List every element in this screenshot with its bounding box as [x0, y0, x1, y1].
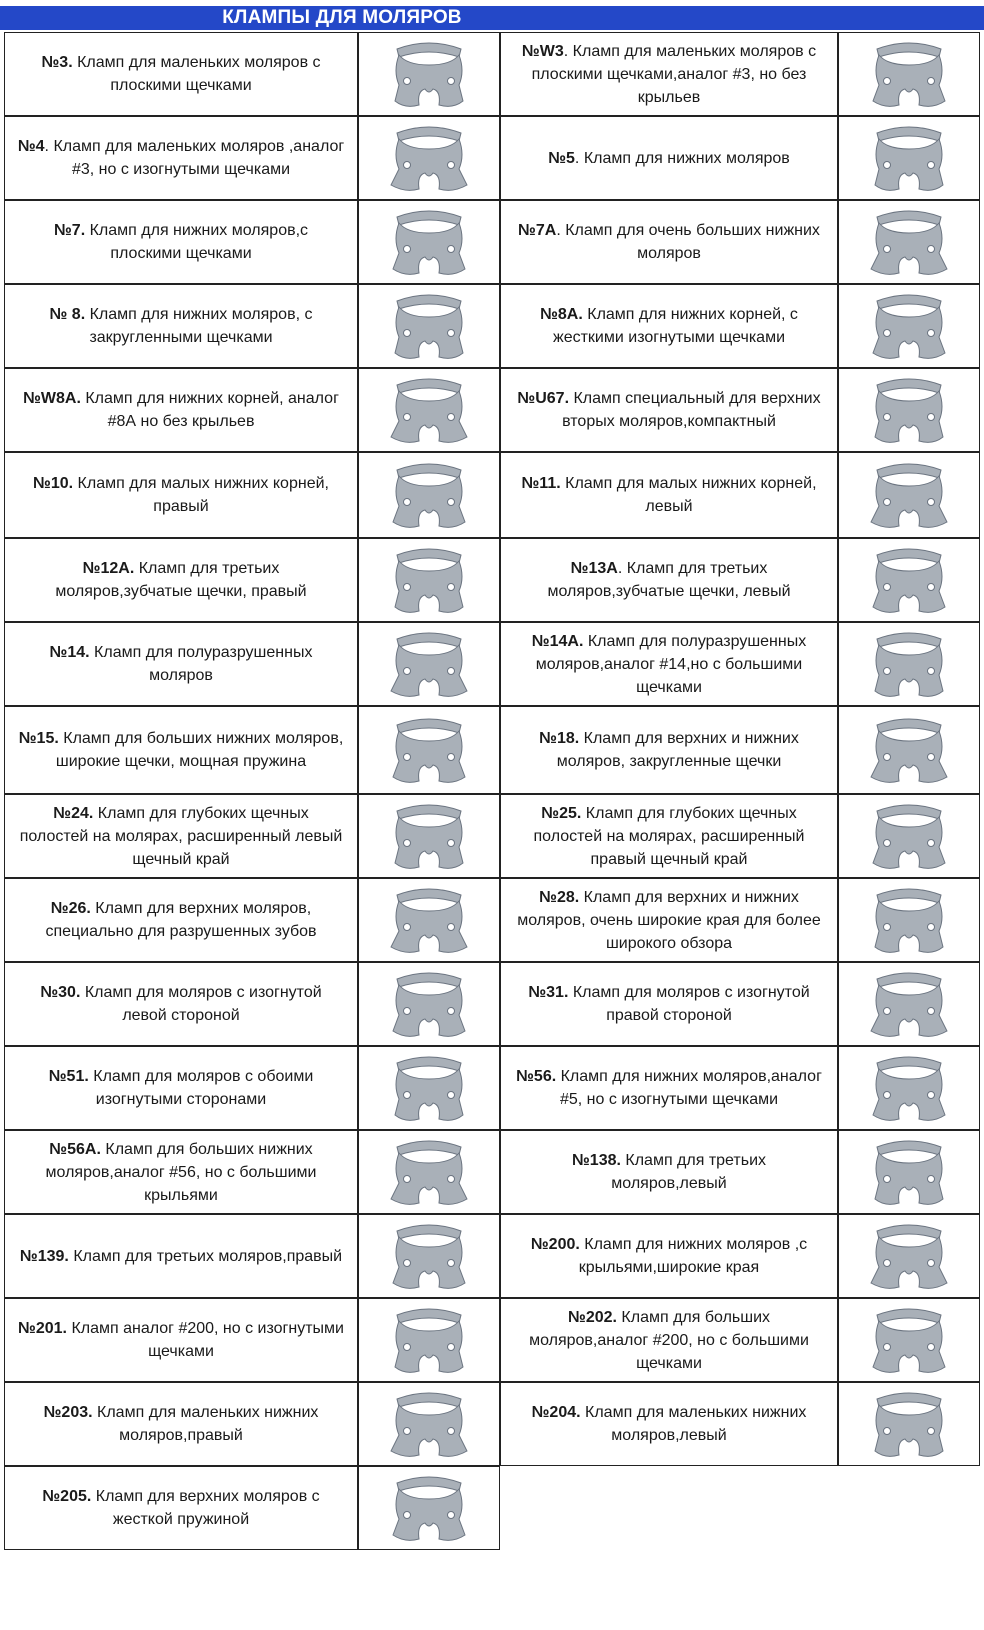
clamp-icon [867, 1133, 951, 1211]
clamp-description-cell [500, 622, 838, 706]
clamp-description: Кламп для верхних и нижних моляров, закругленные щечки [556, 730, 799, 770]
clamp-image-cell [358, 1130, 500, 1214]
clamp-description: . Кламп для третьих моляров,зубчатые щечки, левый [547, 560, 791, 600]
clamp-description: Кламп для маленьких моляров с плоскими щечками [72, 54, 321, 94]
clamp-description-cell [4, 1382, 358, 1466]
clamp-description-cell [500, 368, 838, 452]
clamp-number: №28. [539, 888, 580, 906]
table-row [0, 794, 984, 878]
clamp-number: №205. [42, 1488, 92, 1505]
clamp-number: №200. [530, 1236, 580, 1253]
clamp-image-cell [358, 1466, 500, 1550]
clamp-icon [387, 287, 471, 365]
clamp-image-cell [838, 32, 980, 116]
clamp-description-cell [4, 32, 358, 116]
clamp-image-cell [358, 878, 500, 962]
clamp-number: №139. [19, 1247, 69, 1265]
clamp-number: №W3 [521, 42, 564, 60]
clamp-description-cell [4, 794, 358, 878]
clamp-description-cell [500, 706, 838, 794]
clamp-number: №7А [518, 222, 557, 239]
clamp-icon [387, 1385, 471, 1463]
clamp-description: . Кламп для очень больших нижних моляров [556, 222, 820, 262]
clamp-number: №203. [43, 1404, 93, 1421]
clamp-number: №18. [539, 730, 580, 747]
clamp-icon [867, 965, 951, 1043]
clamp-number: №11. [521, 475, 561, 492]
clamp-description: Кламп для нижних моляров ,с крыльями,широкие края [578, 1236, 808, 1276]
table-row [0, 1382, 984, 1466]
clamp-icon [387, 371, 471, 449]
clamp-description-cell [4, 368, 358, 452]
clamp-description: . Кламп для маленьких моляров с плоскими щечками,аналог #3, но без крыльев [531, 42, 817, 106]
clamp-description: . Кламп для маленьких моляров ,аналог #3, но с изогнутыми щечками [44, 138, 345, 178]
clamp-description: Кламп для маленьких нижних моляров,правый [92, 1404, 319, 1444]
clamp-description: Кламп для полуразрушенных моляров,аналог #14,но с большими щечками [535, 632, 807, 696]
clamp-number: №24. [53, 804, 94, 822]
clamp-description-cell [4, 200, 358, 284]
clamp-description: Кламп для третьих моляров,зубчатые щечки, правый [55, 560, 307, 600]
clamp-number: №204. [531, 1404, 581, 1421]
clamp-number: №3. [41, 54, 73, 71]
clamp-image-cell [838, 706, 980, 794]
clamp-icon [867, 456, 951, 534]
table-row [0, 116, 984, 200]
clamp-description-cell [500, 200, 838, 284]
table-row [0, 452, 984, 538]
table-row [0, 962, 984, 1046]
clamp-image-cell [358, 1382, 500, 1466]
clamp-number: №201. [18, 1320, 67, 1337]
clamp-number: №51. [48, 1068, 89, 1085]
clamp-number: №4 [17, 138, 45, 155]
table-row [0, 284, 984, 368]
clamp-number: №25. [541, 804, 582, 822]
clamp-icon [867, 371, 951, 449]
table-row [0, 706, 984, 794]
table-row [0, 1466, 984, 1550]
table-row [0, 1214, 984, 1298]
clamp-description: Кламп для нижних корней, аналог #8А но без крыльев [80, 390, 339, 430]
clamp-number: №10. [33, 475, 74, 492]
clamp-description: Кламп для малых нижних корней, правый [73, 475, 329, 515]
clamp-icon [867, 1385, 951, 1463]
clamp-image-cell [358, 538, 500, 622]
clamp-image-cell [358, 200, 500, 284]
clamp-image-cell [358, 1214, 500, 1298]
clamp-image-cell [838, 116, 980, 200]
clamp-number: №26. [50, 900, 91, 917]
clamp-icon [867, 1049, 951, 1127]
clamp-image-cell [838, 878, 980, 962]
clamp-description-cell [500, 1214, 838, 1298]
clamp-description-cell [500, 538, 838, 622]
clamp-image-cell [838, 794, 980, 878]
clamp-image-cell [358, 622, 500, 706]
clamp-icon [867, 35, 951, 113]
clamp-image-cell [358, 452, 500, 538]
clamp-description: Кламп аналог #200, но с изогнутыми щечками [67, 1320, 344, 1360]
clamp-icon [387, 35, 471, 113]
clamp-description: Кламп для больших нижних моляров,аналог #56, но с большими крыльями [45, 1140, 317, 1204]
clamp-description: . Кламп для нижних моляров [574, 149, 790, 167]
clamp-description: Кламп для верхних моляров, специально для разрушенных зубов [45, 900, 317, 940]
clamp-description: Кламп для малых нижних корней, левый [560, 475, 817, 515]
clamp-number: №8А. [540, 306, 583, 323]
clamp-description-cell [4, 284, 358, 368]
clamp-description-cell [500, 1130, 838, 1214]
clamp-description: Кламп для верхних и нижних моляров, очень широкие края для более широкого обзора [517, 888, 821, 952]
clamp-image-cell [358, 32, 500, 116]
clamp-description: Кламп для маленьких нижних моляров,левый [580, 1404, 807, 1444]
clamp-description-cell [4, 538, 358, 622]
table-row [0, 622, 984, 706]
clamp-number: №14А. [531, 632, 584, 650]
clamp-description: Кламп для нижних моляров,с плоскими щечками [85, 222, 309, 262]
clamp-image-cell [838, 1382, 980, 1466]
clamp-image-cell [838, 200, 980, 284]
clamp-icon [387, 541, 471, 619]
clamp-description: Кламп для моляров с обоими изогнутыми сторонами [88, 1068, 314, 1108]
clamp-number: №13А [570, 560, 618, 577]
clamp-image-cell [838, 452, 980, 538]
clamp-number: №138. [571, 1152, 621, 1169]
clamp-description-cell [4, 1130, 358, 1214]
clamp-image-cell [838, 1130, 980, 1214]
clamp-description: Кламп для нижних моляров,аналог #5, но с изогнутыми щечками [556, 1068, 822, 1108]
clamp-icon [387, 797, 471, 875]
clamp-description-cell [500, 284, 838, 368]
clamp-icon [387, 965, 471, 1043]
clamp-description: Кламп для глубоких щечных полостей на молярах, расширенный левый щечный край [19, 804, 343, 868]
clamp-number: №202. [567, 1308, 617, 1326]
clamp-description-cell [4, 878, 358, 962]
clamp-description-cell [500, 452, 838, 538]
clamp-icon [387, 203, 471, 281]
clamp-number: №5 [548, 149, 575, 167]
clamp-icon [867, 1301, 951, 1379]
clamp-description-cell [500, 1046, 838, 1130]
clamp-icon [867, 625, 951, 703]
clamp-description: Кламп для нижних моляров, с закругленными щечками [85, 306, 313, 346]
table-row [0, 878, 984, 962]
clamp-icon [867, 1217, 951, 1295]
clamp-image-cell [838, 622, 980, 706]
clamp-number: №15. [18, 730, 59, 747]
table-row [0, 368, 984, 452]
clamp-image-cell [358, 284, 500, 368]
clamp-description-cell [500, 794, 838, 878]
clamp-image-cell [358, 1298, 500, 1382]
table-row [0, 1298, 984, 1382]
clamp-description: Кламп специальный для верхних вторых моляров,компактный [562, 390, 821, 430]
clamp-description-cell [4, 1046, 358, 1130]
clamp-number: №7. [53, 222, 86, 239]
clamp-description-cell [4, 962, 358, 1046]
clamp-description: Кламп для полуразрушенных моляров [89, 644, 313, 684]
clamp-description-cell [4, 706, 358, 794]
clamp-number: № 8. [49, 306, 86, 323]
clamp-description: Кламп для моляров с изогнутой левой стороной [80, 984, 322, 1024]
clamp-description: Кламп для третьих моляров,левый [611, 1152, 767, 1192]
clamp-icon [387, 1133, 471, 1211]
clamp-description-cell [500, 32, 838, 116]
catalog-header [0, 6, 984, 30]
clamp-description-cell [500, 116, 838, 200]
clamp-icon [867, 119, 951, 197]
clamp-image-cell [358, 368, 500, 452]
clamp-icon [387, 1469, 471, 1547]
clamp-image-cell [358, 962, 500, 1046]
clamp-icon [387, 456, 471, 534]
clamp-description: Кламп для моляров с изогнутой правой стороной [568, 984, 810, 1024]
clamp-image-cell [838, 284, 980, 368]
clamp-description: Кламп для верхних моляров с жесткой пружиной [91, 1488, 320, 1528]
clamp-icon [387, 1049, 471, 1127]
clamp-icon [387, 625, 471, 703]
clamp-image-cell [838, 1046, 980, 1130]
clamp-icon [867, 541, 951, 619]
clamp-number: №12А. [82, 560, 135, 577]
clamp-number: №W8А. [23, 390, 81, 407]
clamp-icon [387, 119, 471, 197]
table-row [0, 1130, 984, 1214]
clamp-number: №30. [40, 984, 81, 1001]
clamp-icon [867, 711, 951, 789]
catalog-title: КЛАМПЫ ДЛЯ МОЛЯРОВ [222, 7, 462, 28]
table-row [0, 32, 984, 116]
clamp-icon [387, 711, 471, 789]
table-row [0, 200, 984, 284]
clamp-number: №14. [49, 644, 90, 661]
clamp-description: Кламп для глубоких щечных полостей на молярах, расширенный правый щечный край [533, 804, 805, 868]
clamp-image-cell [358, 1046, 500, 1130]
clamp-image-cell [358, 706, 500, 794]
clamp-description-cell [4, 1214, 358, 1298]
table-row [0, 1046, 984, 1130]
clamp-image-cell [358, 794, 500, 878]
clamp-image-cell [838, 368, 980, 452]
clamp-image-cell [838, 1214, 980, 1298]
clamp-image-cell [358, 116, 500, 200]
clamp-description-cell [4, 1466, 358, 1550]
clamp-icon [387, 1217, 471, 1295]
clamp-number: №56. [516, 1068, 557, 1085]
clamp-description-cell [500, 1382, 838, 1466]
table-row [0, 538, 984, 622]
clamp-number: №56А. [49, 1140, 101, 1158]
clamp-description-cell [500, 962, 838, 1046]
clamp-description-cell [4, 1298, 358, 1382]
clamp-number: №31. [528, 984, 569, 1001]
clamp-description-cell [500, 1298, 838, 1382]
clamp-description-cell [500, 878, 838, 962]
clamp-description: Кламп для нижних корней, с жесткими изогнутыми щечками [553, 306, 798, 346]
clamp-icon [867, 881, 951, 959]
clamp-icon [867, 797, 951, 875]
clamp-description-cell [4, 622, 358, 706]
clamp-description: Кламп для больших моляров,аналог #200, но с большими щечками [529, 1308, 809, 1372]
clamp-number: №U67. [517, 390, 570, 407]
clamp-description: Кламп для третьих моляров,правый [68, 1247, 343, 1265]
clamp-description: Кламп для больших нижних моляров, широкие щечки, мощная пружина [55, 730, 344, 770]
clamp-icon [387, 1301, 471, 1379]
clamp-image-cell [838, 962, 980, 1046]
clamp-icon [867, 287, 951, 365]
clamp-image-cell [838, 1298, 980, 1382]
clamp-description-cell [4, 452, 358, 538]
clamp-icon [867, 203, 951, 281]
clamp-icon [387, 881, 471, 959]
clamp-image-cell [838, 538, 980, 622]
clamp-description-cell [4, 116, 358, 200]
